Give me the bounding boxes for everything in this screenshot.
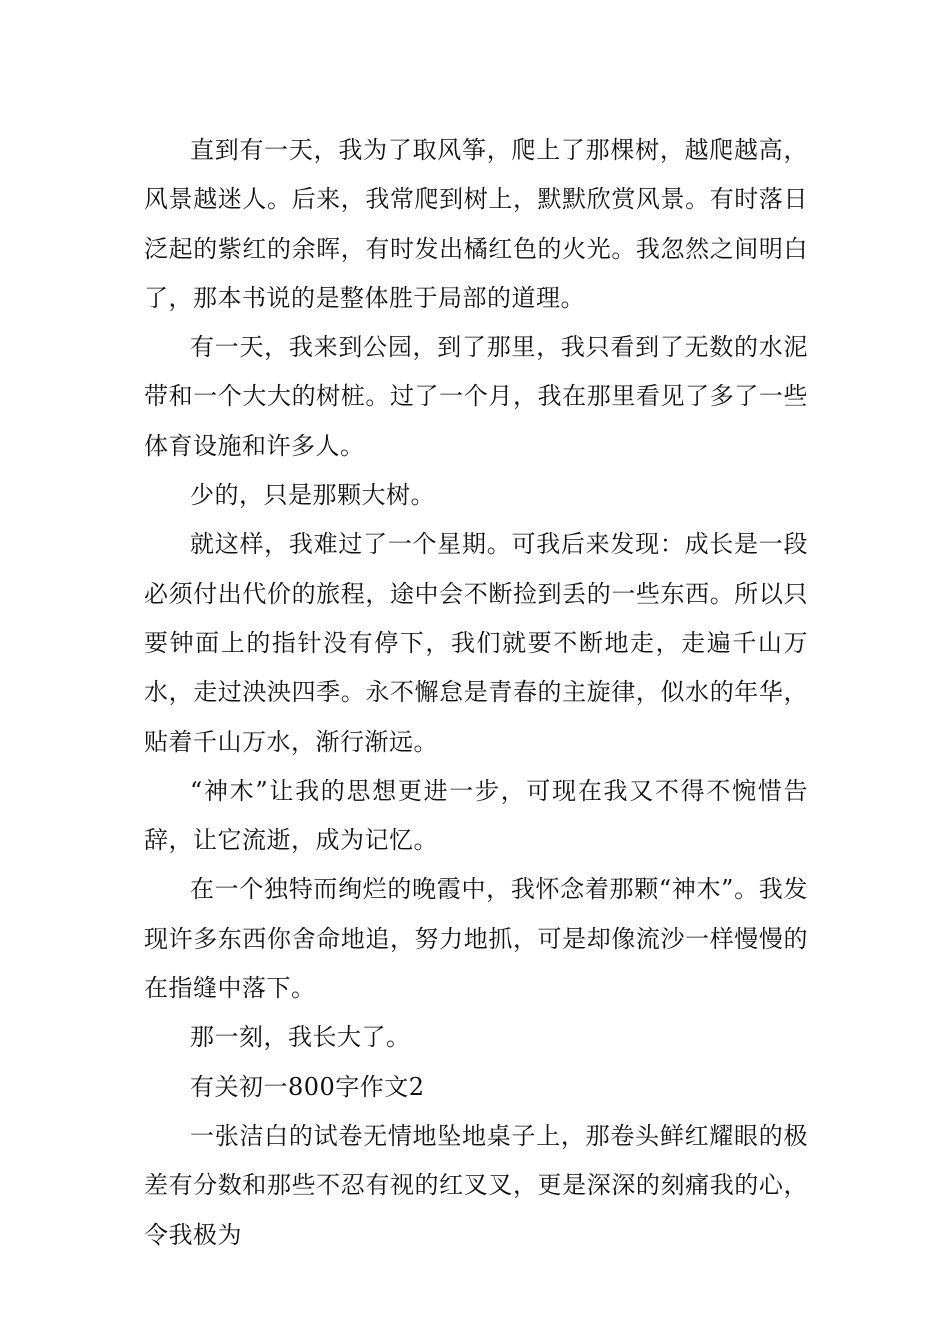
paragraph-climbing-tree: 直到有一天，我为了取风筝，爬上了那棵树，越爬越高，风景越迷人。后来，我常爬到树上，默默欣赏风景。有时落日泛起的紫红的余晖，有时发出橘红色的火光。我忽然之间明白了，那本书说的是整体胜于局部的道理。	[144, 136, 808, 312]
paragraph-sunset-memory: 在一个独特而绚烂的晚霞中，我怀念着那颗“神木”。我发现许多东西你舍命地追，努力地抓，可是却像流沙一样慢慢的在指缝中落下。	[144, 875, 808, 1003]
section-heading: 有关初一800字作文2	[190, 1072, 425, 1101]
paragraph-missing-tree: 少的，只是那颗大树。	[190, 481, 435, 510]
paragraph-park-visit: 有一天，我来到公园，到了那里，我只看到了无数的水泥带和一个大大的树桩。过了一个月，我在那里看见了多了一些体育设施和许多人。	[144, 333, 808, 460]
paragraph-sacred-tree: “神木”让我的思想更进一步，可现在我又不得不惋惜告辞，让它流逝，成为记忆。	[144, 776, 808, 855]
paragraph-grew-up: 那一刻，我长大了。	[190, 1023, 411, 1052]
document-body	[144, 126, 808, 1260]
paragraph-growing-up: 就这样，我难过了一个星期。可我后来发现：成长是一段必须付出代价的旅程，途中会不断捡到丢的一些东西。所以只要钟面上的指针没有停下，我们就要不断地走，走遍千山万水，走过泱泱四季。永不懈怠是青春的主旋律，似水的年华，贴着千山万水，渐行渐远。	[144, 530, 808, 756]
paragraph-exam-paper: 一张洁白的试卷无情地坠地桌子上，那卷头鲜红耀眼的极差有分数和那些不忍有视的红叉叉，更是深深的刻痛我的心，令我极为	[144, 1121, 808, 1249]
